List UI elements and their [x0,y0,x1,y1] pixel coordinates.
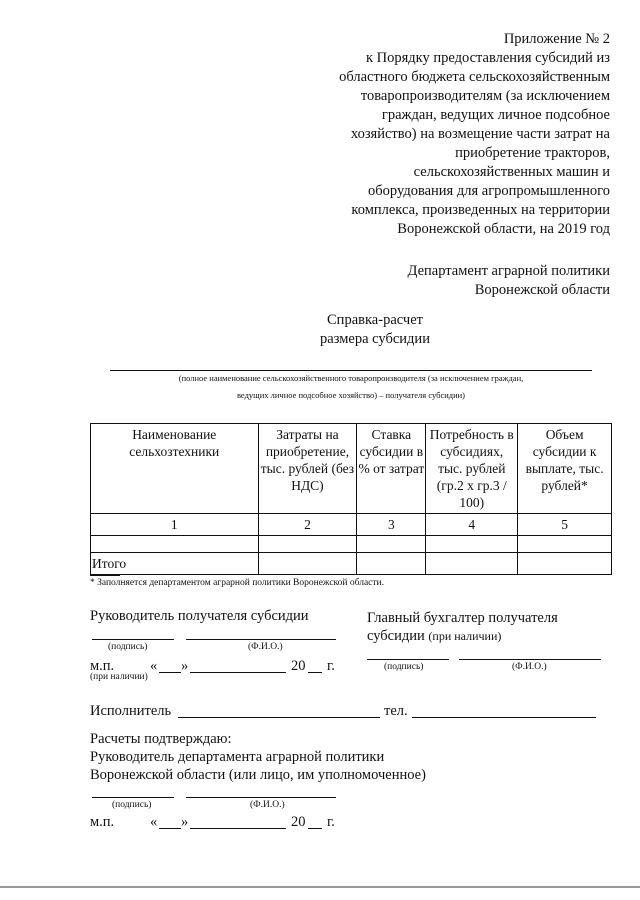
year-prefix: 20 [291,658,306,674]
table-cell[interactable] [426,553,518,575]
head-fio-caption: (Ф.И.О.) [248,642,283,652]
date-year-field[interactable] [308,672,322,673]
accountant-title-2 [367,627,501,646]
total-label: Итого [91,553,259,575]
confirm-date-year-field[interactable] [308,828,322,829]
footnote-rule [90,575,120,576]
header-costs: Затраты на приобретение, тыс. рублей (без НДС) [258,424,357,514]
table-row [91,536,612,553]
appendix-line: Воронежской области, на 2019 год [397,221,610,237]
appendix-line: граждан, ведущих личное подсобное [381,107,610,123]
confirm-signature-field[interactable] [92,797,174,798]
head-signature-field[interactable] [92,639,174,640]
accountant-fio-caption: (Ф.И.О.) [512,662,547,672]
page-bottom-edge [0,886,640,888]
head-signature-caption: (подпись) [108,642,148,652]
appendix-line: хозяйство) на возмещение части затрат на [350,126,610,142]
year-suffix: г. [327,658,335,674]
date-month-field[interactable] [190,672,286,673]
accountant-signature-caption: (подпись) [384,662,424,672]
date-close-quote: » [181,658,189,674]
accountant-signature-field[interactable] [367,659,449,660]
table-cell[interactable] [258,553,357,575]
confirm-line-3: Воронежской области (или лицо, им уполномоченное) [90,767,426,783]
department-line: Воронежской области [474,282,610,298]
confirm-date-day-field[interactable] [159,828,181,829]
accountant-title-1: Главный бухгалтер получателя [367,610,558,626]
table-cell[interactable] [518,536,612,553]
recipient-caption-1: (полное наименование сельскохозяйственного товаропроизводителя (за исключением граждан, [178,373,524,383]
table-cell[interactable] [518,553,612,575]
confirm-year-suffix: г. [327,814,335,830]
phone-field[interactable] [412,717,596,718]
subsidy-table [90,423,612,575]
header-equipment: Наименование сельхозтехники [91,424,259,514]
department-line: Департамент аграрной политики [407,263,610,279]
head-fio-field[interactable] [186,639,336,640]
recipient-caption-2: ведущих личное подсобное хозяйство) – получателя субсидии) [236,390,466,400]
head-title: Руководитель получателя субсидии [90,608,309,624]
executor-label: Исполнитель [90,703,172,719]
accountant-note: (при наличии) [428,629,502,643]
appendix-line: приобретение тракторов, [455,145,610,161]
header-volume: Объем субсидии к выплате, тыс. рублей* [518,424,612,514]
column-number: 1 [91,514,259,536]
confirm-date-open-quote: « [150,814,158,830]
appendix-block [310,30,610,239]
accountant-title-2-text: субсидии [367,628,425,644]
column-number: 3 [357,514,426,536]
table-cell[interactable] [258,536,357,553]
document-title-line: Справка-расчет [327,312,423,328]
table-cell[interactable] [91,536,259,553]
confirm-fio-field[interactable] [186,797,336,798]
table-cell[interactable] [426,536,518,553]
accountant-fio-field[interactable] [459,659,601,660]
table-cell[interactable] [357,536,426,553]
confirm-year-prefix: 20 [291,814,306,830]
confirm-fio-caption: (Ф.И.О.) [250,800,285,810]
table-number-row [91,514,612,536]
column-number: 4 [426,514,518,536]
confirm-date-month-field[interactable] [190,828,286,829]
confirm-line-2: Руководитель департамента аграрной политики [90,749,385,765]
mp-label: м.п. [90,658,115,674]
executor-field[interactable] [178,717,380,718]
footnote: * Заполняется департаментом аграрной политики Воронежской области. [90,578,385,588]
appendix-line: областного бюджета сельскохозяйственным [339,69,610,85]
confirm-signature-caption: (подпись) [112,800,152,810]
column-number: 2 [258,514,357,536]
column-number: 5 [518,514,612,536]
date-day-field[interactable] [159,672,181,673]
mp-note: (при наличии) [90,672,148,682]
appendix-line: оборудования для агропромышленного [368,183,610,199]
appendix-line: комплекса, произведенных на территории [351,202,610,218]
document-title-line: размера субсидии [320,331,430,347]
table-header-row [91,424,612,514]
department-block [350,262,610,300]
confirm-mp-label: м.п. [90,814,115,830]
appendix-line: к Порядку предоставления субсидий из [365,50,610,66]
header-rate: Ставка субсидии в % от затрат [357,424,426,514]
table-total-row [91,553,612,575]
table-cell[interactable] [357,553,426,575]
appendix-line: сельскохозяйственных машин и [413,164,610,180]
header-need: Потребность в субсидиях, тыс. рублей (гр.2 х гр.3 / 100) [426,424,518,514]
phone-label: тел. [384,703,408,719]
recipient-name-field[interactable] [110,370,592,371]
appendix-line: товаропроизводителям (за исключением [360,88,610,104]
confirm-date-close-quote: » [181,814,189,830]
confirm-line-1: Расчеты подтверждаю: [90,731,232,747]
date-open-quote: « [150,658,158,674]
document-title [300,311,450,349]
appendix-title: Приложение № 2 [503,31,610,47]
